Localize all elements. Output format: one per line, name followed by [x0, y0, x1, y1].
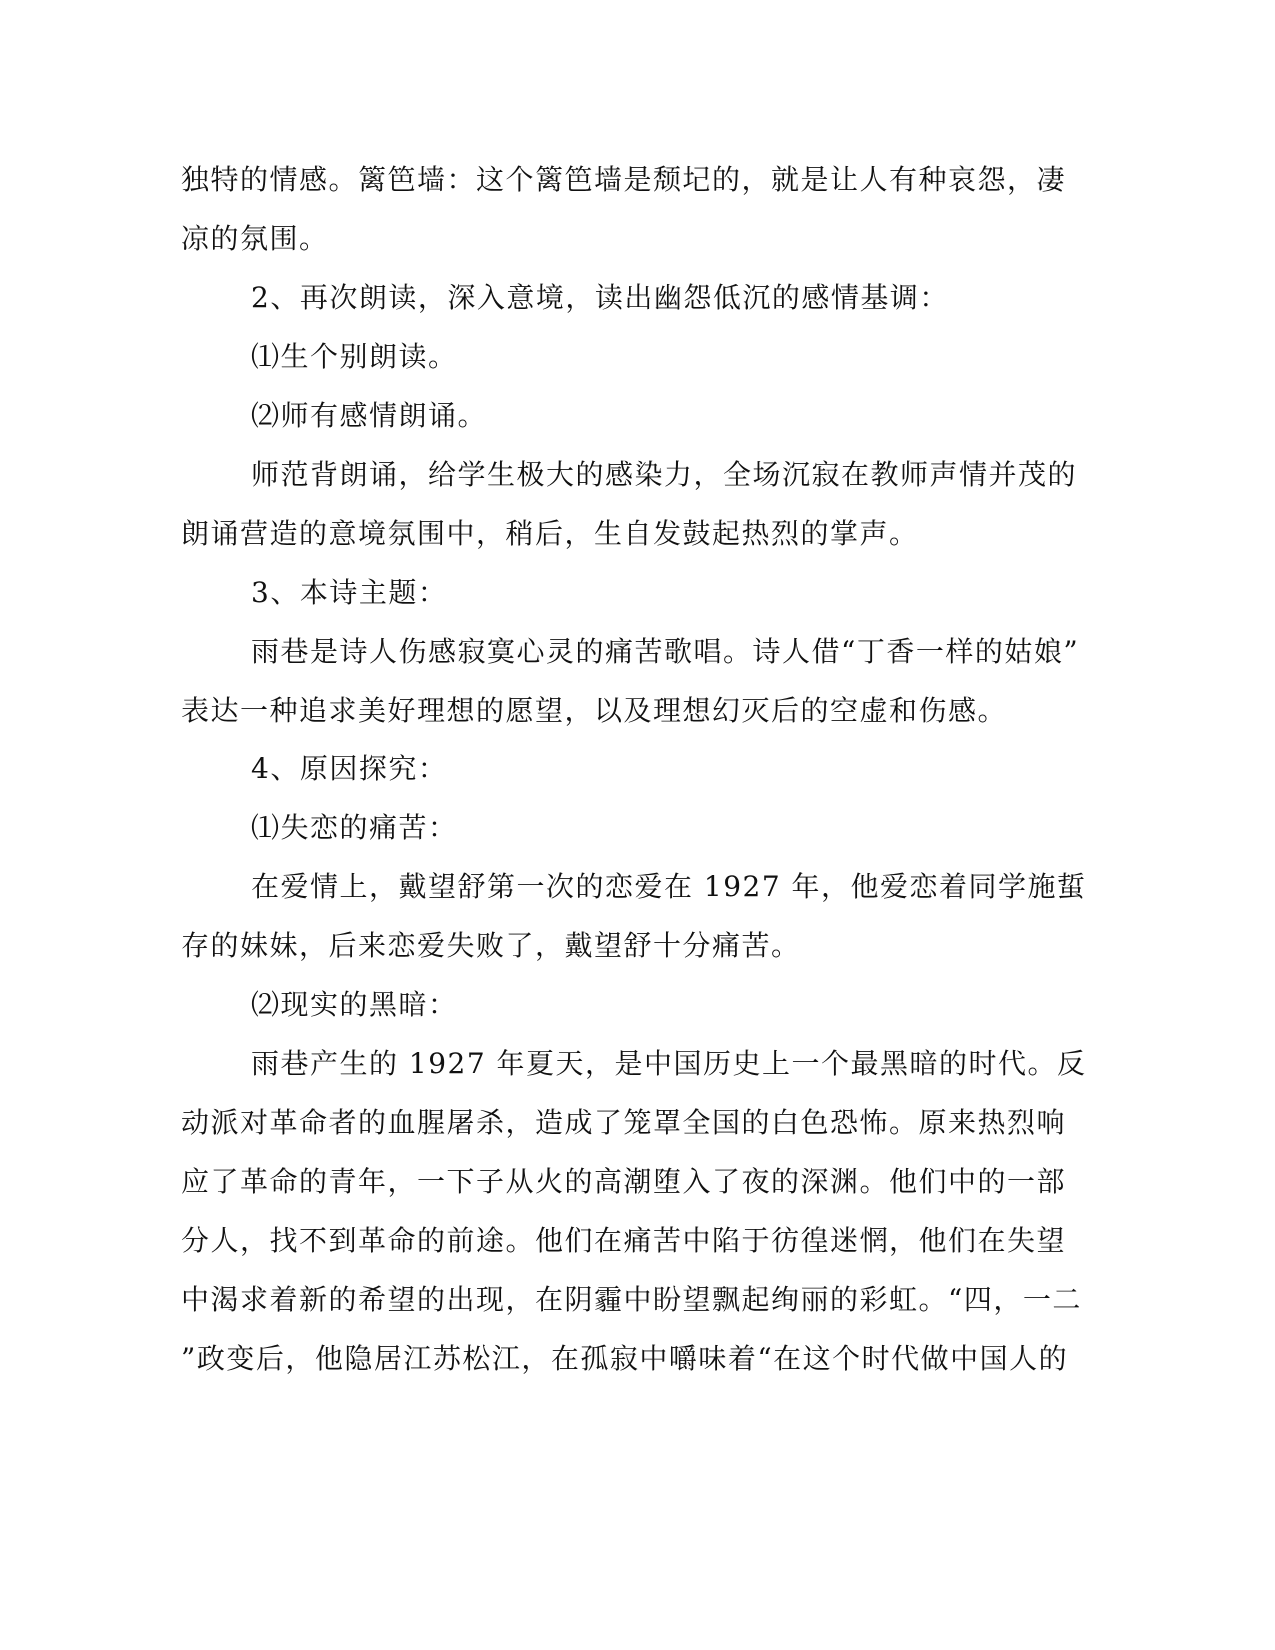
- list-item: ⑵师有感情朗诵。: [251, 399, 488, 432]
- text-line: 应了革命的青年，一下子从火的高潮堕入了夜的深渊。他们中的一部: [181, 1165, 1067, 1198]
- text-line: 表达一种追求美好理想的愿望，以及理想幻灭后的空虚和伤感。: [181, 694, 1008, 727]
- text-line: 师范背朗诵，给学生极大的感染力，全场沉寂在教师声情并茂的: [251, 458, 1078, 491]
- section-heading: 2、再次朗读，深入意境，读出幽怨低沉的感情基调：: [251, 281, 949, 314]
- text-line: 朗诵营造的意境氛围中，稍后，生自发鼓起热烈的掌声。: [181, 517, 919, 550]
- text-line: 雨巷产生的 1927 年夏天，是中国历史上一个最黑暗的时代。反: [251, 1047, 1087, 1080]
- text-line: 雨巷是诗人伤感寂寞心灵的痛苦歌唱。诗人借“丁香一样的姑娘”: [251, 635, 1080, 668]
- section-heading: 4、原因探究：: [251, 752, 448, 785]
- text-line: 中渴求着新的希望的出现，在阴霾中盼望飘起绚丽的彩虹。“四，一二: [181, 1283, 1082, 1316]
- text-line: 凉的氛围。: [181, 222, 329, 255]
- section-heading: 3、本诗主题：: [251, 576, 448, 609]
- list-item: ⑴失恋的痛苦：: [251, 811, 458, 844]
- text-line: 在爱情上，戴望舒第一次的恋爱在 1927 年，他爱恋着同学施蜇: [251, 870, 1087, 903]
- text-line: 分人，找不到革命的前途。他们在痛苦中陷于彷徨迷惘，他们在失望: [181, 1224, 1067, 1257]
- text-line: 动派对革命者的血腥屠杀，造成了笼罩全国的白色恐怖。原来热烈响: [181, 1106, 1067, 1139]
- text-line: ”政变后，他隐居江苏松江，在孤寂中嚼味着“在这个时代做中国人的: [181, 1342, 1069, 1375]
- text-line: 独特的情感。篱笆墙：这个篱笆墙是颓圮的，就是让人有种哀怨，凄: [181, 163, 1067, 196]
- list-item: ⑵现实的黑暗：: [251, 988, 458, 1021]
- text-line: 存的妹妹，后来恋爱失败了，戴望舒十分痛苦。: [181, 929, 801, 962]
- list-item: ⑴生个别朗读。: [251, 340, 458, 373]
